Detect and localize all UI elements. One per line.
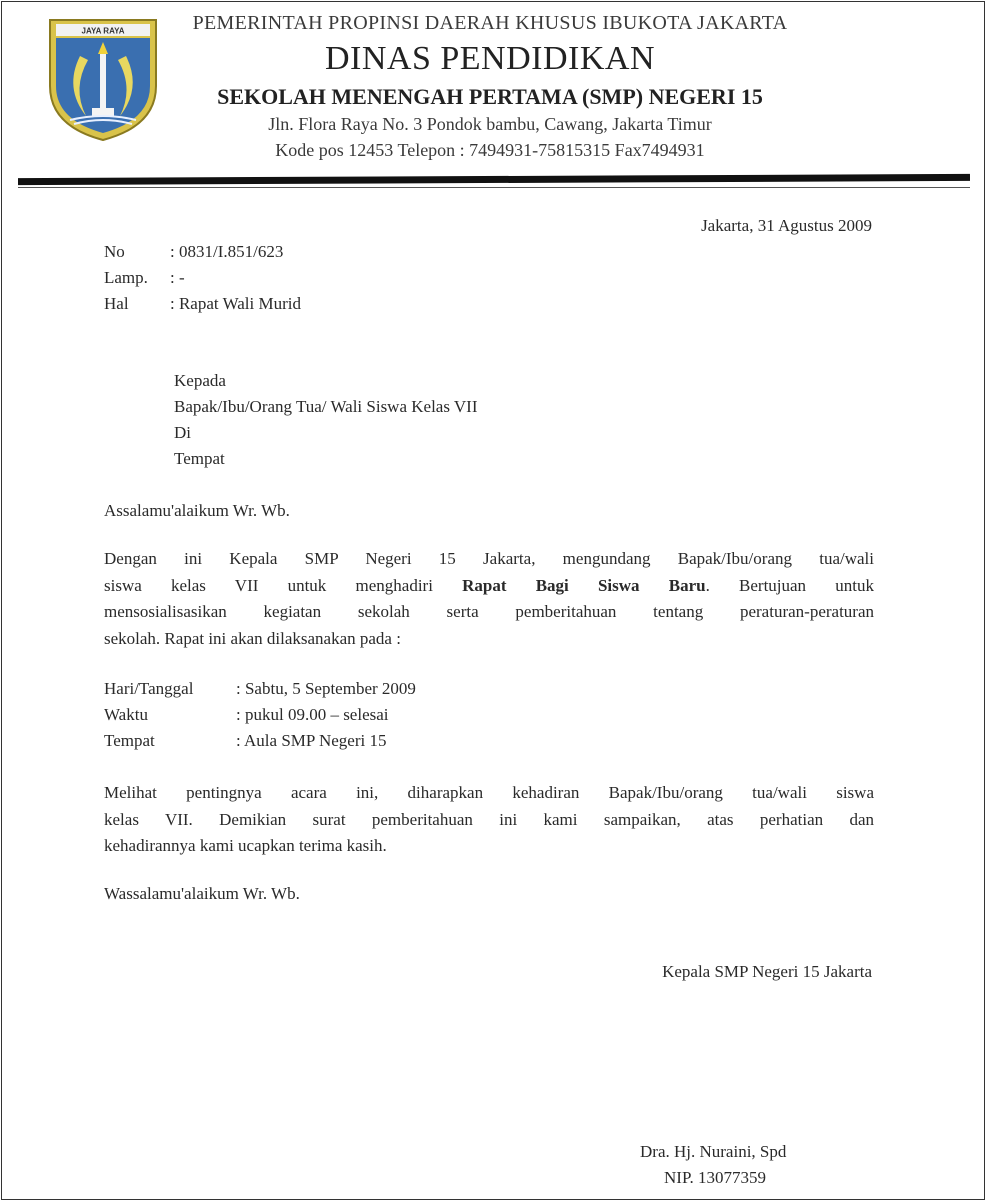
- schedule-value-time: : pukul 09.00 – selesai: [236, 705, 389, 724]
- closing-greeting: Wassalamu'alaikum Wr. Wb.: [104, 884, 300, 903]
- meta-label-subject: Hal: [104, 294, 129, 313]
- schedule-value-place: : Aula SMP Negeri 15: [236, 731, 387, 750]
- signatory-nip: NIP. 13077359: [664, 1168, 767, 1187]
- letterhead-government-line: PEMERINTAH PROPINSI DAERAH KHUSUS IBUKOTA JAKARTA: [192, 12, 788, 34]
- schedule-label-time: Waktu: [104, 705, 148, 724]
- paragraph-text: siswa kelas VII untuk menghadiri: [104, 575, 463, 595]
- signatory-name: Dra. Hj. Nuraini, Spd: [640, 1142, 787, 1161]
- paragraph-text: . Bertujuan untuk: [705, 575, 874, 595]
- paragraph-line: [104, 573, 874, 600]
- schedule-label-day-date: Hari/Tanggal: [104, 679, 194, 698]
- paragraph-line: Dengan ini Kepala SMP Negeri 15 Jakarta, mengundang Bapak/Ibu/orang tua/wali: [104, 549, 874, 568]
- paragraph-line: mensosialisasikan kegiatan sekolah serta pemberitahuan tentang peraturan-peraturan: [104, 602, 874, 621]
- body-paragraph-invitation: [104, 546, 874, 652]
- schedule-value-day-date: : Sabtu, 5 September 2009: [236, 679, 416, 698]
- recipient-line: Kepada: [174, 371, 226, 390]
- letterhead-contact: Kode pos 12453 Telepon : 7494931-75815315 Fax7494931: [275, 140, 705, 160]
- meta-value-attachment: : -: [170, 268, 185, 287]
- letterhead-divider-thin: [18, 187, 970, 188]
- paragraph-line: sekolah. Rapat ini akan dilaksanakan pada :: [104, 628, 401, 648]
- meta-value-subject: : Rapat Wali Murid: [170, 294, 301, 313]
- letterhead-agency-title: DINAS PENDIDIKAN: [324, 40, 656, 77]
- paragraph-line: Melihat pentingnya acara ini, diharapkan kehadiran Bapak/Ibu/orang tua/wali siswa: [104, 783, 874, 802]
- schedule-label-place: Tempat: [104, 731, 155, 750]
- signatory-position: Kepala SMP Negeri 15 Jakarta: [662, 962, 872, 981]
- meta-label-attachment: Lamp.: [104, 268, 148, 287]
- dki-jakarta-emblem-logo: [46, 16, 160, 144]
- event-name-bold: Rapat Bagi Siswa Baru: [462, 575, 706, 595]
- opening-greeting: Assalamu'alaikum Wr. Wb.: [104, 501, 290, 520]
- paragraph-line: kelas VII. Demikian surat pemberitahuan ini kami sampaikan, atas perhatian dan: [104, 809, 874, 829]
- meta-value-number: : 0831/I.851/623: [170, 242, 284, 261]
- paragraph-line: kehadirannya kami ucapkan terima kasih.: [104, 836, 387, 855]
- meta-label-number: No: [104, 242, 125, 261]
- svg-text:JAYA RAYA: JAYA RAYA: [81, 26, 125, 36]
- recipient-line: Di: [174, 423, 191, 442]
- letter-date: Jakarta, 31 Agustus 2009: [701, 216, 872, 235]
- letterhead-address: Jln. Flora Raya No. 3 Pondok bambu, Cawang, Jakarta Timur: [268, 114, 712, 134]
- body-paragraph-closing: [104, 780, 874, 860]
- letterhead-school-name: SEKOLAH MENENGAH PERTAMA (SMP) NEGERI 15: [217, 84, 763, 109]
- recipient-line: Tempat: [174, 449, 225, 468]
- recipient-line: Bapak/Ibu/Orang Tua/ Wali Siswa Kelas VII: [174, 397, 478, 416]
